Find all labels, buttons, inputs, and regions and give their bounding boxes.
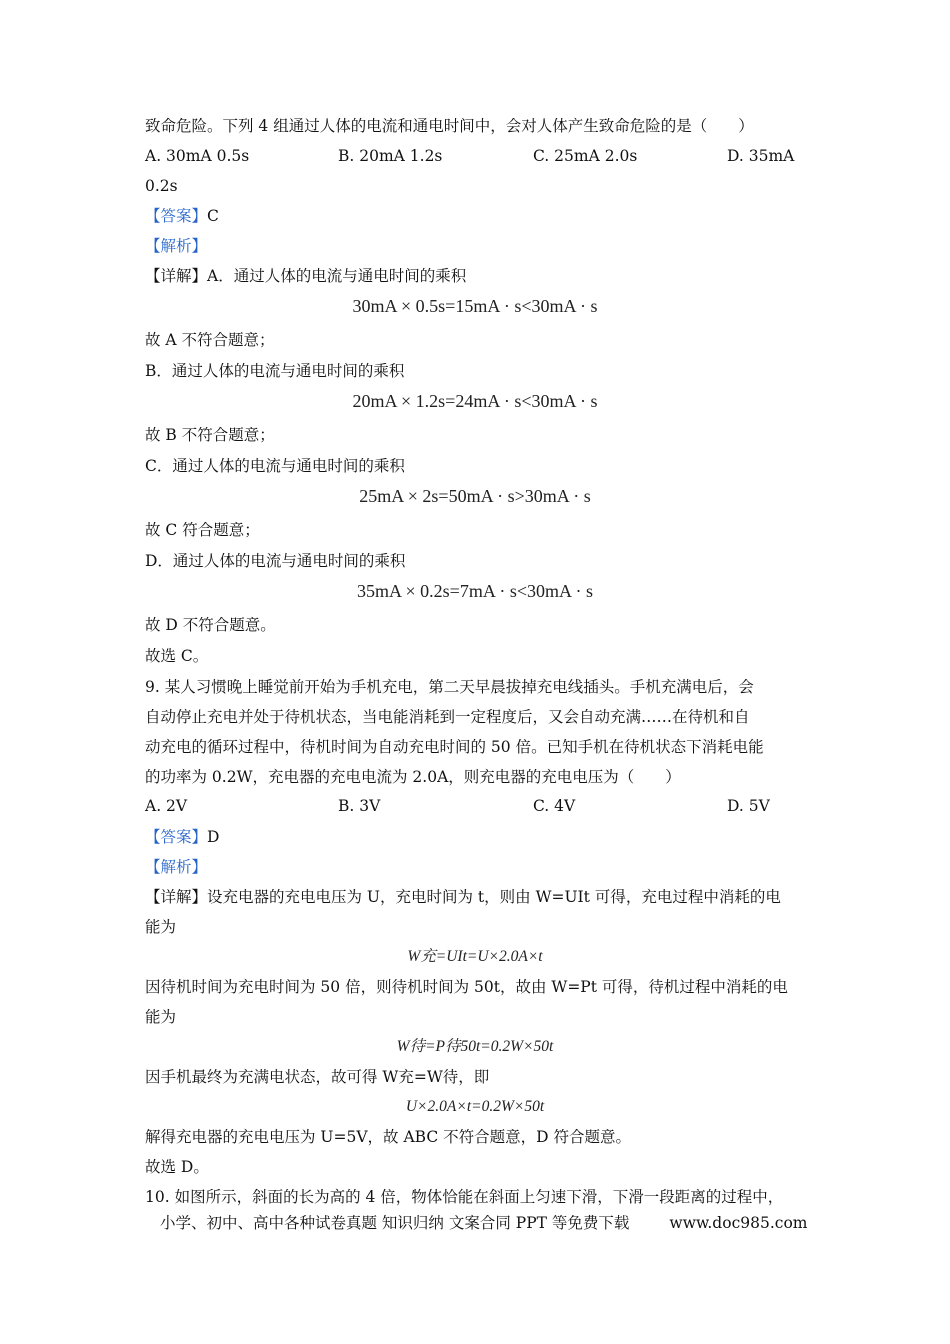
q9-stem-line-2: 自动停止充电并处于待机状态，当电能消耗到一定程度后，又会自动充满……在待机和自 [145, 708, 750, 726]
q8-conclusion-a: 故 A 不符合题意； [145, 331, 275, 349]
q9-option-a: A. 2V [145, 797, 188, 815]
q9-stem-line-4: 的功率为 0.2W，充电器的充电电流为 2.0A，则充电器的充电电压为（ ） [145, 768, 681, 786]
q9-stem-line-1: 9. 某人习惯晚上睡觉前开始为手机充电，第二天早晨拔掉充电线插头。手机充满电后，会 [145, 678, 754, 696]
q9-formula-1: W充=UIt=U×2.0A×t [407, 948, 543, 965]
q8-conclusion-c: 故 C 符合题意； [145, 521, 260, 539]
q9-option-c: C. 4V [533, 797, 576, 815]
q8-detail-a [145, 266, 466, 286]
detail-a-text: A．通过人体的电流与通电时间的乘积 [207, 267, 467, 285]
q9-detail-line-1b: 能为 [145, 918, 177, 936]
q9-stem-line-3: 动充电的循环过程中，待机时间为自动充电时间的 50 倍。已知手机在待机状态下消耗电能 [145, 738, 764, 756]
q8-analysis-label: 【解析】 [145, 237, 208, 255]
q8-formula-c: 25mA × 2s=50mA · s>30mA · s [359, 486, 591, 506]
q9-option-b: B. 3V [338, 797, 381, 815]
q8-detail-d: D．通过人体的电流与通电时间的乘积 [145, 552, 406, 570]
answer-label: 【答案】 [145, 207, 208, 225]
q9-analysis-label: 【解析】 [145, 858, 208, 876]
q8-conclusion-d: 故 D 不符合题意。 [145, 616, 276, 634]
q10-stem-line-1: 10. 如图所示，斜面的长为高的 4 倍，物体恰能在斜面上匀速下滑，下滑一段距离的过程中， [145, 1188, 784, 1206]
q9-final-choice: 故选 D。 [145, 1158, 209, 1176]
q8-option-b: B. 20mA 1.2s [338, 147, 443, 165]
q9-detail-line-4: 解得充电器的充电电压为 U=5V，故 ABC 不符合题意，D 符合题意。 [145, 1128, 631, 1146]
q8-answer [145, 206, 219, 226]
q9-answer [145, 827, 219, 847]
footer-url[interactable]: www.doc985.com [669, 1214, 808, 1232]
answer-value: C [207, 207, 219, 225]
q8-formula-a: 30mA × 0.5s=15mA · s<30mA · s [352, 296, 598, 316]
q9-formula-3: U×2.0A×t=0.2W×50t [405, 1098, 545, 1115]
q8-option-d: D. 35mA [727, 147, 795, 165]
detail-label: 【详解】 [145, 267, 208, 285]
q8-detail-c: C．通过人体的电流与通电时间的乘积 [145, 457, 405, 475]
q8-final-choice: 故选 C。 [145, 647, 209, 665]
q9-option-d: D. 5V [727, 797, 770, 815]
q9-detail-line-2b: 能为 [145, 1008, 177, 1026]
footer-text: 小学、初中、高中各种试卷真题 知识归纳 文案合同 PPT 等免费下载 [160, 1214, 630, 1232]
q9-detail-line-3: 因手机最终为充满电状态，故可得 W充=W待，即 [145, 1068, 490, 1086]
q8-option-d-wrap: 0.2s [145, 177, 178, 195]
q8-detail-b: B．通过人体的电流与通电时间的乘积 [145, 362, 405, 380]
q8-option-c: C. 25mA 2.0s [533, 147, 638, 165]
page-footer [160, 1213, 807, 1233]
q8-formula-d: 35mA × 0.2s=7mA · s<30mA · s [357, 581, 593, 601]
q9-formula-2: W待=P待50t=0.2W×50t [396, 1038, 554, 1055]
q8-formula-b: 20mA × 1.2s=24mA · s<30mA · s [352, 391, 598, 411]
answer-value: D [207, 828, 220, 846]
answer-label: 【答案】 [145, 828, 208, 846]
q8-option-a: A. 30mA 0.5s [145, 147, 250, 165]
q9-detail-line-2: 因待机时间为充电时间为 50 倍，则待机时间为 50t，故由 W=Pt 可得，待机过程中消耗的电 [145, 978, 788, 996]
q9-detail-line-1: 【详解】设充电器的充电电压为 U，充电时间为 t，则由 W=UIt 可得，充电过程中消耗的电 [145, 888, 781, 906]
q8-stem-tail: 致命危险。下列 4 组通过人体的电流和通电时间中，会对人体产生致命危险的是（ ） [145, 117, 754, 135]
q8-conclusion-b: 故 B 不符合题意； [145, 426, 275, 444]
